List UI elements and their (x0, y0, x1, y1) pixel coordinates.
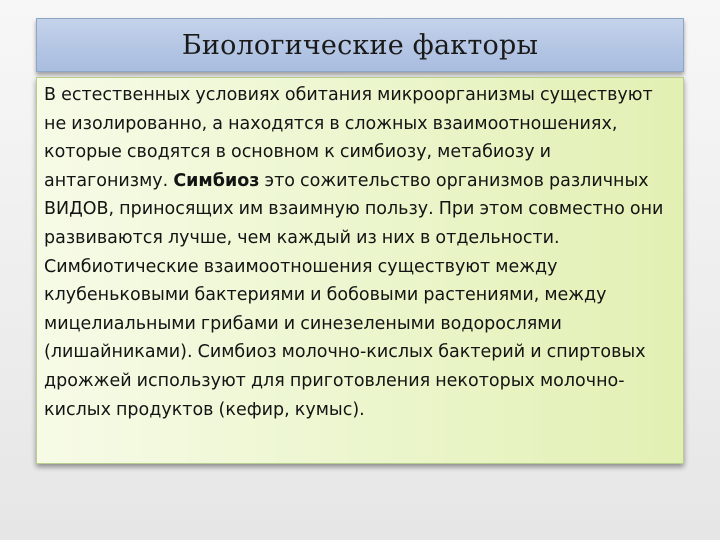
title-box (36, 18, 684, 72)
paragraph-intro: В естественных условиях обитания микроорганизмы существуют не изолированно, а находятся в сложных взаимоотношениях, которые сводятся в основном к симбиозу, метабиозу и антагонизму. (44, 85, 653, 191)
body-paragraph (44, 81, 677, 424)
paragraph-definition: это сожительство организмов различных ВИДОВ, приносящих им взаимную пользу. При этом совместно они развиваются лучше, чем каждый из них в отдельности. Симбиотические взаимоотношения существуют между клубеньковыми бактериями и бобовыми растениями, между мицелиальными грибами и синезелеными водорослями (лишайниками). Симбиоз молочно-кислых бактерий и спиртовых дрожжей используют для приготовления некоторых молочно- кислых продуктов (кефир, кумыс). (44, 170, 664, 420)
slide-title: Биологические факторы (181, 29, 539, 61)
content-box (36, 77, 684, 464)
term-symbiosis: Симбиоз (173, 170, 260, 191)
